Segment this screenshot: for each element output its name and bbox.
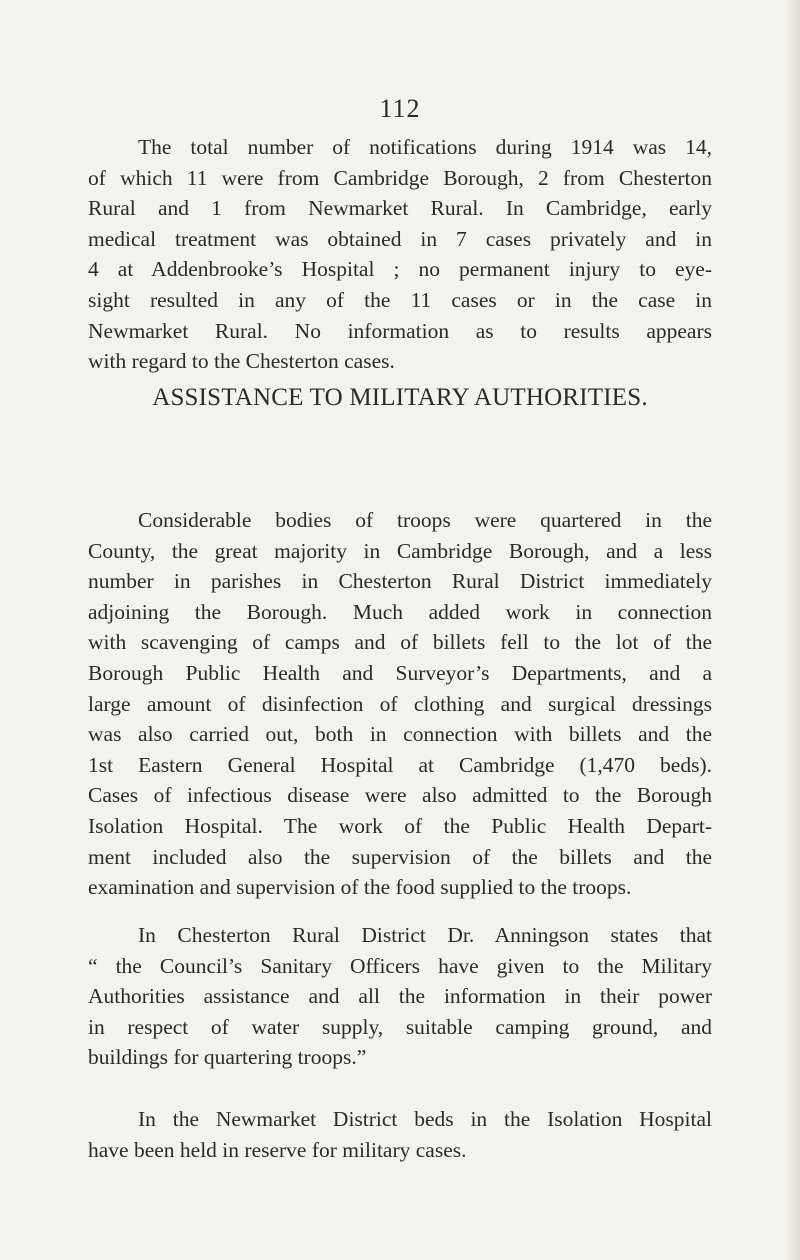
paragraph-troops (88, 505, 712, 903)
text-line: 1st Eastern General Hospital at Cambridge (1,470 beds). (88, 752, 712, 777)
text-line: Isolation Hospital. The work of the Public Health Depart- (88, 813, 712, 838)
paragraph-newmarket (88, 1104, 712, 1165)
text-line: of which 11 were from Cambridge Borough, 2 from Chesterton (88, 165, 712, 190)
text-line: medical treatment was obtained in 7 cases privately and in (88, 226, 712, 251)
section-heading: ASSISTANCE TO MILITARY AUTHORITIES. (152, 384, 648, 411)
page-edge-shadow (786, 0, 800, 1260)
text-line: In Chesterton Rural District Dr. Anningson states that (138, 923, 712, 947)
text-line: number in parishes in Chesterton Rural District immediately (88, 569, 712, 594)
text-line: was also carried out, both in connection with billets and the (88, 722, 712, 747)
text-line: in respect of water supply, suitable camping ground, and (88, 1014, 712, 1039)
text-line: Considerable bodies of troops were quartered in the (138, 508, 712, 532)
text-line: examination and supervision of the food supplied to the troops. (88, 875, 632, 900)
page-number: 112 (379, 94, 421, 123)
text-line: Authorities assistance and all the information in their power (88, 984, 712, 1009)
paragraph-chesterton (88, 920, 712, 1073)
text-line: Borough Public Health and Surveyor’s Departments, and a (88, 660, 712, 685)
text-line: with regard to the Chesterton cases. (88, 349, 395, 374)
text-line: “ the Council’s Sanitary Officers have given to the Military (88, 953, 712, 978)
text-line: ment included also the supervision of the billets and the (88, 844, 712, 869)
paragraph-notifications (88, 132, 712, 377)
text-line: Cases of infectious disease were also admitted to the Borough (88, 783, 712, 808)
text-line: The total number of notifications during 1914 was 14, (138, 135, 712, 159)
text-line: have been held in reserve for military cases. (88, 1137, 467, 1162)
text-line: County, the great majority in Cambridge Borough, and a less (88, 538, 712, 563)
text-line: buildings for quartering troops.” (88, 1045, 367, 1070)
text-line: large amount of disinfection of clothing and surgical dressings (88, 691, 712, 716)
text-line: 4 at Addenbrooke’s Hospital ; no permanent injury to eye- (88, 257, 712, 282)
text-line: In the Newmarket District beds in the Isolation Hospital (138, 1107, 712, 1131)
text-line: Newmarket Rural. No information as to results appears (88, 318, 712, 343)
text-line: Rural and 1 from Newmarket Rural. In Cambridge, early (88, 196, 712, 221)
text-line: with scavenging of camps and of billets fell to the lot of the (88, 630, 712, 655)
text-line: adjoining the Borough. Much added work in connection (88, 599, 712, 624)
text-line: sight resulted in any of the 11 cases or in the case in (88, 287, 712, 312)
